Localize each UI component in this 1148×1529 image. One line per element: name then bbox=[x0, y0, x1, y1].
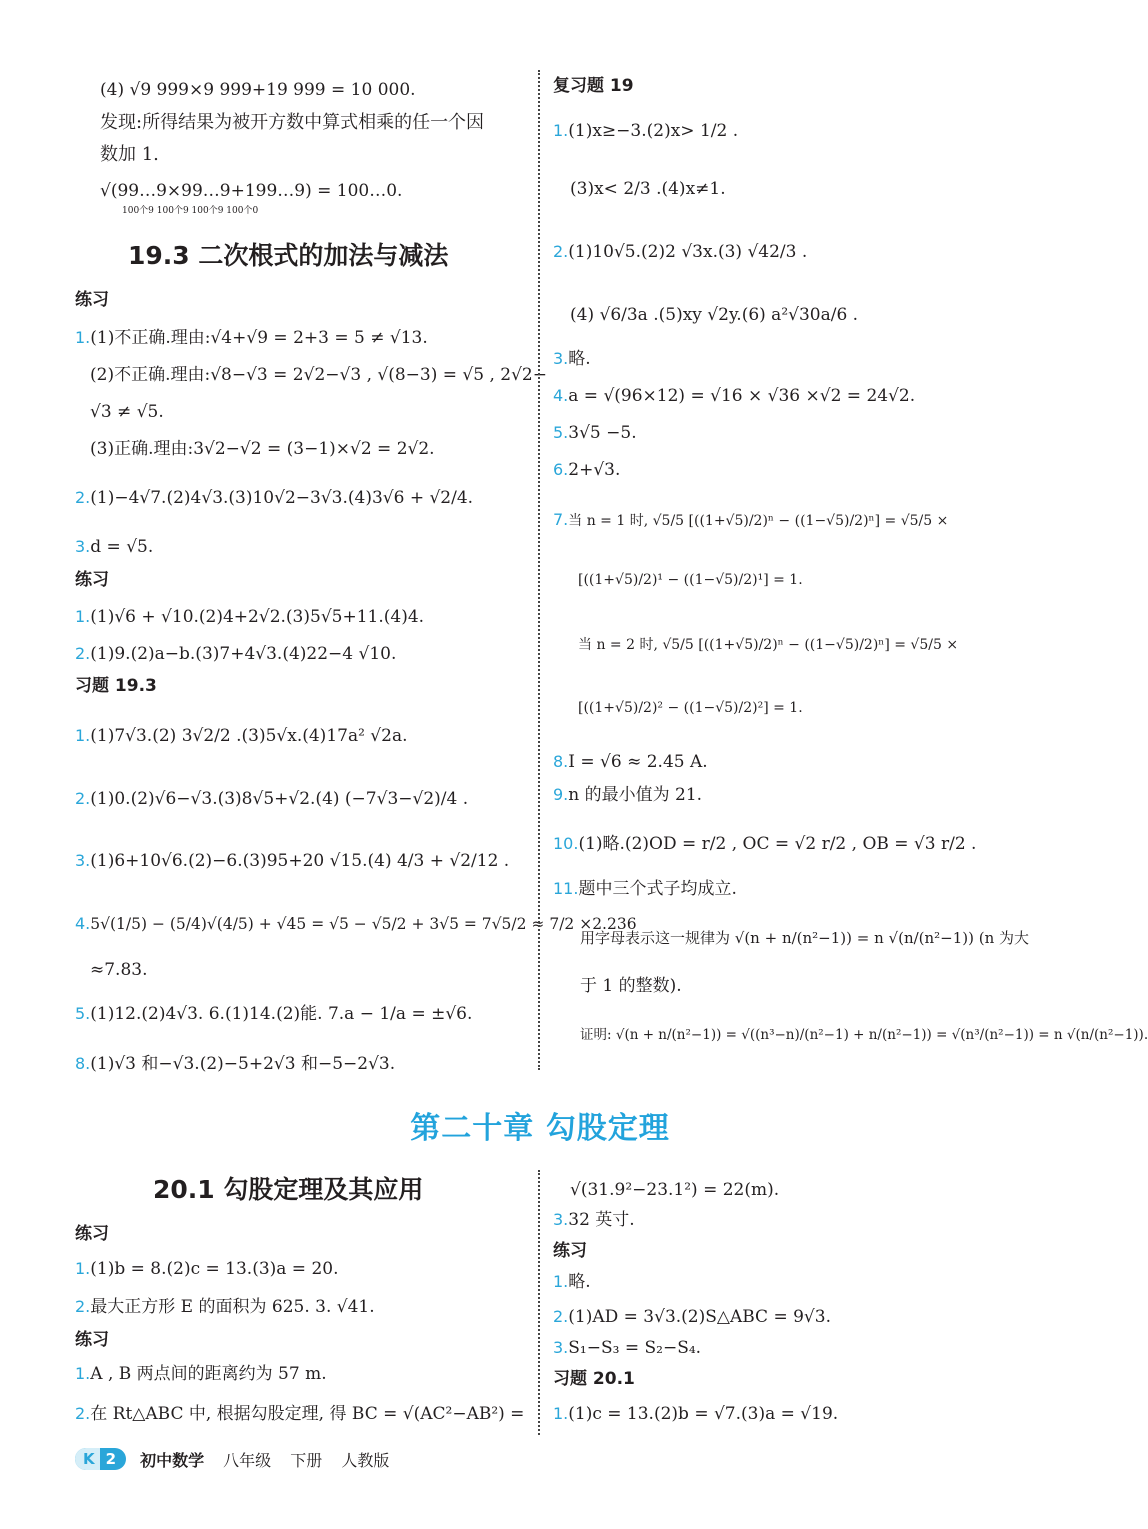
item-number: 3. bbox=[553, 349, 569, 368]
item-text: (1)−4√7.(2)4√3.(3)10√2−3√3.(4)3√6 + √2/4. bbox=[90, 488, 474, 508]
exercise-heading: 练习 bbox=[75, 1224, 109, 1244]
list-item bbox=[75, 1364, 327, 1385]
item-number: 1. bbox=[553, 121, 569, 140]
list-item bbox=[553, 386, 915, 407]
list-item bbox=[570, 1180, 779, 1201]
list-item bbox=[75, 1404, 524, 1425]
item-number: 2. bbox=[75, 488, 91, 507]
list-item bbox=[553, 1272, 591, 1293]
list-item bbox=[578, 637, 958, 655]
item-text: 在 Rt△ABC 中, 根据勾股定理, 得 BC = √(AC²−AB²) = bbox=[90, 1404, 525, 1424]
item-text: (1)x≥−3.(2)x> 1/2 . bbox=[568, 121, 739, 141]
discovery-line-2: 数加 1. bbox=[100, 144, 159, 165]
list-item bbox=[75, 914, 637, 934]
item-number: 1. bbox=[75, 1259, 91, 1278]
item-text: (1)√6 + √10.(2)4+2√2.(3)5√5+11.(4)4. bbox=[90, 607, 425, 627]
list-item bbox=[90, 439, 435, 460]
list-item bbox=[90, 402, 164, 423]
list-item bbox=[553, 879, 737, 900]
list-item bbox=[580, 929, 1029, 948]
homework-heading: 习题 20.1 bbox=[553, 1369, 635, 1389]
list-item bbox=[553, 785, 702, 806]
item-text: 当 n = 1 时, √5/5 [((1+√5)/2)ⁿ − ((1−√5)/2)ⁿ] = √5/5 × bbox=[568, 513, 949, 529]
list-item bbox=[553, 1210, 635, 1231]
exercise-heading: 练习 bbox=[75, 1330, 109, 1350]
list-item bbox=[553, 242, 807, 263]
list-item bbox=[553, 1307, 831, 1328]
list-item bbox=[553, 349, 591, 370]
item-text: (1)c = 13.(2)b = √7.(3)a = √19. bbox=[568, 1404, 839, 1424]
item-text: (1)0.(2)√6−√3.(3)8√5+√2.(4) (−7√3−√2)/4 . bbox=[90, 789, 469, 809]
item-number: 5. bbox=[75, 1004, 91, 1023]
item-number: 10. bbox=[553, 834, 579, 853]
list-item bbox=[75, 1004, 472, 1025]
item-text: I = √6 ≈ 2.45 A. bbox=[568, 752, 708, 772]
answer-19-2-4: (4) √9 999×9 999+19 999 = 10 000. bbox=[100, 80, 416, 100]
list-item bbox=[553, 1404, 838, 1425]
item-number: 9. bbox=[553, 785, 569, 804]
exercise-heading: 练习 bbox=[75, 290, 109, 310]
list-item bbox=[75, 644, 396, 665]
list-item bbox=[75, 328, 428, 349]
item-number: 4. bbox=[75, 914, 91, 933]
item-number: 3. bbox=[553, 1338, 569, 1357]
homework-heading: 习题 19.3 bbox=[75, 676, 157, 696]
item-text: 当 n = 2 时, √5/5 [((1+√5)/2)ⁿ − ((1−√5)/2)ⁿ] = √5/5 × bbox=[578, 637, 959, 653]
column-divider bbox=[538, 1170, 540, 1435]
item-text: (1)6+10√6.(2)−6.(3)95+20 √15.(4) 4/3 + √2/12 . bbox=[90, 851, 510, 871]
item-text: S₁−S₃ = S₂−S₄. bbox=[568, 1338, 702, 1358]
discovery-line: 发现:所得结果为被开方数中算式相乘的任一个因 bbox=[100, 112, 485, 133]
item-text: (1)7√3.(2) 3√2/2 .(3)5√x.(4)17a² √2a. bbox=[90, 726, 408, 746]
list-item bbox=[570, 179, 726, 200]
item-text: ≈7.83. bbox=[90, 960, 148, 980]
item-text: (1)b = 8.(2)c = 13.(3)a = 20. bbox=[90, 1259, 339, 1279]
item-number: 2. bbox=[75, 644, 91, 663]
item-text: a = √(96×12) = √16 × √36 ×√2 = 24√2. bbox=[568, 386, 916, 406]
item-text: 3√5 −5. bbox=[568, 423, 637, 443]
item-number: 8. bbox=[553, 752, 569, 771]
item-number: 5. bbox=[553, 423, 569, 442]
item-text: (3)正确.理由:3√2−√2 = (3−1)×√2 = 2√2. bbox=[90, 439, 435, 459]
item-text: 5√(1/5) − (5/4)√(4/5) + √45 = √5 − √5/2 + 3√5 = 7√5/2 ≈ 7/2 ×2.236 bbox=[90, 915, 637, 933]
page-footer bbox=[75, 1446, 403, 1472]
item-text: (1)不正确.理由:√4+√9 = 2+3 = 5 ≠ √13. bbox=[90, 328, 428, 348]
list-item bbox=[570, 305, 858, 326]
item-number: 2. bbox=[553, 1307, 569, 1326]
list-item bbox=[75, 1259, 339, 1280]
list-item bbox=[578, 700, 803, 718]
item-text: [((1+√5)/2)² − ((1−√5)/2)²] = 1. bbox=[578, 700, 803, 716]
item-number: 6. bbox=[553, 460, 569, 479]
list-item bbox=[75, 488, 473, 509]
list-item bbox=[90, 960, 148, 981]
item-text: 于 1 的整数). bbox=[580, 976, 682, 996]
item-number: 1. bbox=[75, 607, 91, 626]
item-number: 1. bbox=[75, 726, 91, 745]
list-item bbox=[75, 607, 424, 628]
item-text: 证明: √(n + n/(n²−1)) = √((n³−n)/(n²−1) + n/(n²−1)) = √(n³/(n²−1)) = n √(n/(n²−1)). bbox=[580, 1027, 1148, 1043]
list-item bbox=[553, 121, 738, 142]
item-text: (1)12.(2)4√3. 6.(1)14.(2)能. 7.a − 1/a = ±√6. bbox=[90, 1004, 473, 1024]
item-number: 3. bbox=[553, 1210, 569, 1229]
item-number: 3. bbox=[75, 537, 91, 556]
item-text: A , B 两点间的距离约为 57 m. bbox=[90, 1364, 327, 1384]
list-item bbox=[553, 423, 637, 444]
item-text: (1)AD = 3√3.(2)S△ABC = 9√3. bbox=[568, 1307, 831, 1327]
item-text: n 的最小值为 21. bbox=[568, 785, 703, 805]
item-text: (1)9.(2)a−b.(3)7+4√3.(4)22−4 √10. bbox=[90, 644, 397, 664]
list-item bbox=[553, 510, 948, 531]
general-pattern-subscript: 100个9 100个9 100个9 100个0 bbox=[122, 206, 259, 216]
item-number: 1. bbox=[553, 1272, 569, 1291]
list-item bbox=[75, 537, 153, 558]
list-item bbox=[553, 752, 708, 773]
item-text: (1)略.(2)OD = r/2 , OC = √2 r/2 , OB = √3 r/2 . bbox=[578, 834, 977, 854]
item-number: 1. bbox=[75, 1364, 91, 1383]
item-number: 4. bbox=[553, 386, 569, 405]
item-number: 1. bbox=[553, 1404, 569, 1423]
list-item bbox=[75, 1054, 395, 1075]
review-heading: 复习题 19 bbox=[553, 76, 634, 96]
item-text: (2)不正确.理由:√8−√3 = 2√2−√3 , √(8−3) = √5 , 2√2− bbox=[90, 365, 547, 385]
list-item bbox=[75, 789, 468, 810]
item-text: 2+√3. bbox=[568, 460, 621, 480]
item-number: 8. bbox=[75, 1054, 91, 1073]
volume-label: 下册 bbox=[290, 1450, 323, 1470]
item-text: 略. bbox=[568, 349, 591, 369]
item-number: 3. bbox=[75, 851, 91, 870]
list-item bbox=[580, 1027, 1148, 1044]
list-item bbox=[553, 1338, 701, 1359]
edition-label: 人教版 bbox=[341, 1450, 390, 1470]
item-text: √(31.9²−23.1²) = 22(m). bbox=[570, 1180, 780, 1200]
item-text: 略. bbox=[568, 1272, 591, 1292]
item-text: d = √5. bbox=[90, 537, 154, 557]
column-divider bbox=[538, 70, 540, 1070]
k-logo-icon: K bbox=[75, 1448, 100, 1470]
item-number: 1. bbox=[75, 328, 91, 347]
exercise-heading: 练习 bbox=[75, 570, 109, 590]
item-text: (1)10√5.(2)2 √3x.(3) √42/3 . bbox=[568, 242, 808, 262]
list-item bbox=[90, 365, 547, 386]
list-item bbox=[578, 572, 803, 590]
page-number: 2 bbox=[105, 1450, 117, 1468]
item-text: 最大正方形 E 的面积为 625. 3. √41. bbox=[90, 1297, 375, 1317]
exercise-heading: 练习 bbox=[553, 1241, 587, 1261]
item-text: (3)x< 2/3 .(4)x≠1. bbox=[570, 179, 726, 199]
book-info bbox=[140, 1448, 403, 1471]
section-title-20-1: 20.1 勾股定理及其应用 bbox=[153, 1175, 424, 1204]
list-item bbox=[75, 726, 408, 747]
list-item bbox=[580, 976, 682, 997]
list-item bbox=[75, 851, 509, 872]
grade-label: 八年级 bbox=[223, 1450, 272, 1470]
item-text: 32 英寸. bbox=[568, 1210, 635, 1230]
subject-label: 初中数学 bbox=[140, 1450, 205, 1470]
list-item bbox=[75, 1297, 375, 1318]
item-number: 2. bbox=[553, 242, 569, 261]
item-text: √3 ≠ √5. bbox=[90, 402, 164, 422]
item-text: (4) √6/3a .(5)xy √2y.(6) a²√30a/6 . bbox=[570, 305, 859, 325]
chapter-title: 第二十章 勾股定理 bbox=[410, 1111, 670, 1146]
item-text: [((1+√5)/2)¹ − ((1−√5)/2)¹] = 1. bbox=[578, 572, 803, 588]
list-item bbox=[553, 834, 976, 855]
item-number: 2. bbox=[75, 789, 91, 808]
item-number: 2. bbox=[75, 1404, 91, 1423]
section-title-19-3: 19.3 二次根式的加法与减法 bbox=[128, 241, 449, 270]
item-number: 2. bbox=[75, 1297, 91, 1316]
item-number: 7. bbox=[553, 510, 569, 529]
page-badge bbox=[75, 1448, 126, 1470]
item-text: (1)√3 和−√3.(2)−5+2√3 和−5−2√3. bbox=[90, 1054, 396, 1074]
item-text: 题中三个式子均成立. bbox=[578, 879, 737, 899]
general-pattern: √(99…9×99…9+199…9) = 100…0. bbox=[100, 181, 403, 201]
item-text: 用字母表示这一规律为 √(n + n/(n²−1)) = n √(n/(n²−1)) (n 为大 bbox=[580, 929, 1030, 947]
list-item bbox=[553, 460, 620, 481]
item-number: 11. bbox=[553, 879, 579, 898]
